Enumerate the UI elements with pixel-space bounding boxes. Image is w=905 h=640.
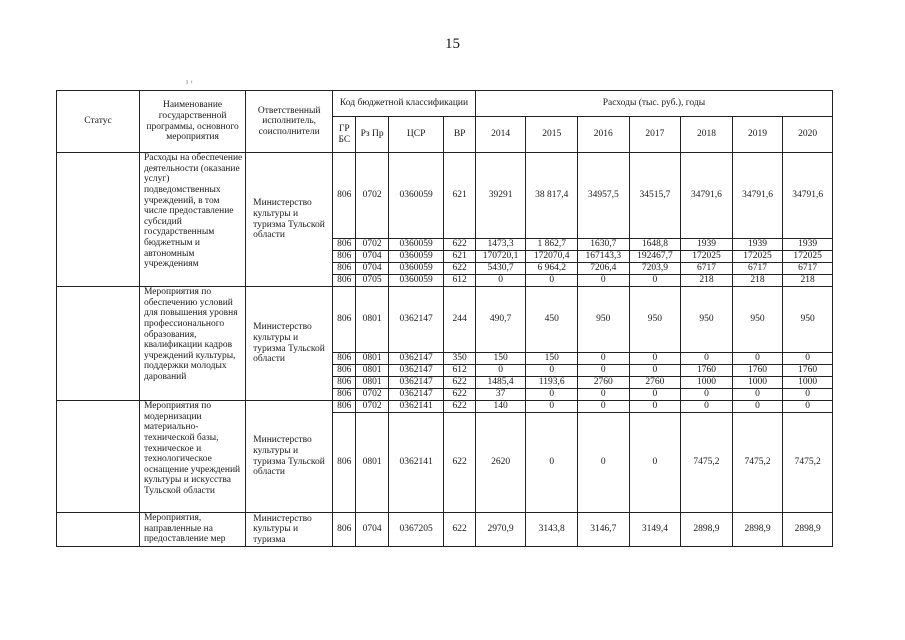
vr-cell: 621 (444, 251, 475, 263)
responsible-cell: Министерство культуры и туризма Тульской области (246, 287, 333, 401)
expense-value-cell: 0 (783, 389, 833, 401)
rzpr-cell: 0801 (356, 353, 388, 365)
expense-value-cell: 6 964,2 (526, 263, 578, 275)
expense-value-cell: 2898,9 (732, 513, 783, 547)
expense-value-cell: 950 (732, 287, 783, 353)
vr-cell: 622 (444, 413, 475, 513)
header-vr: ВР (444, 117, 475, 153)
csr-cell: 0360059 (388, 153, 444, 239)
expense-value-cell: 0 (577, 389, 629, 401)
expense-value-cell: 5430,7 (475, 263, 526, 275)
expense-value-cell: 1760 (732, 365, 783, 377)
expense-value-cell: 1000 (783, 377, 833, 389)
expense-value-cell: 950 (577, 287, 629, 353)
expense-value-cell: 172025 (732, 251, 783, 263)
header-name: Наименование государственной программы, основного мероприятия (139, 91, 245, 153)
expense-value-cell: 0 (783, 353, 833, 365)
expense-value-cell: 7475,2 (783, 413, 833, 513)
measure-name-cell: Расходы на обеспечение деятельности (оказание услуг) подведомственных учреждений, в том числе предоставление субсидий государственным бюджетным и автономным учреждениям (139, 153, 245, 287)
header-year: 2020 (783, 117, 833, 153)
expense-value-cell: 0 (577, 275, 629, 287)
responsible-cell: Министерство культуры и туризма Тульской области (246, 153, 333, 287)
grbs-cell: 806 (333, 275, 356, 287)
measure-name-cell: Мероприятия по модернизации материально-технической базы, техническое и технологическое оснащение учреждений культуры и искусства Тульской области (139, 401, 245, 513)
expense-value-cell: 218 (732, 275, 783, 287)
expense-value-cell: 0 (526, 413, 578, 513)
expense-value-cell: 150 (475, 353, 526, 365)
expense-value-cell: 172070,4 (526, 251, 578, 263)
expense-value-cell: 34957,5 (577, 153, 629, 239)
rzpr-cell: 0705 (356, 275, 388, 287)
expense-value-cell: 950 (629, 287, 681, 353)
expense-value-cell: 7203,9 (629, 263, 681, 275)
expense-value-cell: 0 (577, 365, 629, 377)
expense-value-cell: 1000 (681, 377, 733, 389)
expense-value-cell: 0 (629, 389, 681, 401)
grbs-cell: 806 (333, 389, 356, 401)
header-year: 2014 (475, 117, 526, 153)
expense-value-cell: 0 (577, 401, 629, 413)
expense-value-cell: 1473,3 (475, 239, 526, 251)
expense-value-cell: 39291 (475, 153, 526, 239)
csr-cell: 0362147 (388, 353, 444, 365)
status-cell (57, 401, 140, 513)
expense-value-cell: 3149,4 (629, 513, 681, 547)
grbs-cell: 806 (333, 401, 356, 413)
expense-value-cell: 0 (732, 353, 783, 365)
expense-value-cell: 1630,7 (577, 239, 629, 251)
expense-value-cell: 34791,6 (681, 153, 733, 239)
grbs-cell: 806 (333, 263, 356, 275)
expense-value-cell: 0 (526, 389, 578, 401)
header-csr: ЦСР (388, 117, 444, 153)
rzpr-cell: 0702 (356, 239, 388, 251)
measure-name-cell: Мероприятия, направленные на предоставление мер (139, 513, 245, 547)
expense-value-cell: 6717 (783, 263, 833, 275)
expense-value-cell: 0 (475, 365, 526, 377)
rzpr-cell: 0702 (356, 389, 388, 401)
header-expenses: Расходы (тыс. руб.), годы (475, 91, 832, 117)
status-cell (57, 287, 140, 401)
expense-value-cell: 0 (681, 353, 733, 365)
vr-cell: 350 (444, 353, 475, 365)
header-rzpr: Рз Пр (356, 117, 388, 153)
expense-value-cell: 37 (475, 389, 526, 401)
header-year: 2017 (629, 117, 681, 153)
expense-value-cell: 7475,2 (732, 413, 783, 513)
expense-value-cell: 0 (732, 401, 783, 413)
expense-value-cell: 0 (629, 401, 681, 413)
expense-value-cell: 3143,8 (526, 513, 578, 547)
grbs-cell: 806 (333, 365, 356, 377)
vr-cell: 621 (444, 153, 475, 239)
expense-value-cell: 2760 (629, 377, 681, 389)
grbs-cell: 806 (333, 239, 356, 251)
rzpr-cell: 0801 (356, 365, 388, 377)
expense-value-cell: 0 (577, 353, 629, 365)
expense-value-cell: 192467,7 (629, 251, 681, 263)
expense-value-cell: 38 817,4 (526, 153, 578, 239)
expense-value-cell: 3146,7 (577, 513, 629, 547)
expense-value-cell: 1193,6 (526, 377, 578, 389)
grbs-cell: 806 (333, 513, 356, 547)
header-responsible: Ответственный исполнитель, соисполнители (246, 91, 333, 153)
csr-cell: 0362141 (388, 413, 444, 513)
vr-cell: 622 (444, 389, 475, 401)
expense-value-cell: 172025 (783, 251, 833, 263)
csr-cell: 0367205 (388, 513, 444, 547)
expense-value-cell: 34791,6 (732, 153, 783, 239)
expense-value-cell: 490,7 (475, 287, 526, 353)
csr-cell: 0362141 (388, 401, 444, 413)
header-budget-code: Код бюджетной классификации (333, 91, 476, 117)
expense-value-cell: 0 (475, 275, 526, 287)
rzpr-cell: 0801 (356, 287, 388, 353)
table-row (57, 513, 833, 547)
rzpr-cell: 0801 (356, 377, 388, 389)
responsible-cell: Министерство культуры и туризма Тульской области (246, 401, 333, 513)
rzpr-cell: 0704 (356, 251, 388, 263)
rzpr-cell: 0702 (356, 401, 388, 413)
header-year: 2016 (577, 117, 629, 153)
status-cell (57, 153, 140, 287)
expense-value-cell: 1485,4 (475, 377, 526, 389)
vr-cell: 622 (444, 239, 475, 251)
header-year: 2015 (526, 117, 578, 153)
expense-value-cell: 7206,4 (577, 263, 629, 275)
expense-value-cell: 1939 (681, 239, 733, 251)
expense-value-cell: 1939 (732, 239, 783, 251)
expense-value-cell: 2898,9 (783, 513, 833, 547)
expense-value-cell: 6717 (732, 263, 783, 275)
expense-value-cell: 7475,2 (681, 413, 733, 513)
vr-cell: 622 (444, 401, 475, 413)
expense-value-cell: 0 (681, 401, 733, 413)
measure-name-cell: Мероприятия по обеспечению условий для повышения уровня профессионального образования, квалификации кадров учреждений культуры, поддержки молодых дарований (139, 287, 245, 401)
expense-value-cell: 1000 (732, 377, 783, 389)
expense-value-cell: 450 (526, 287, 578, 353)
expense-value-cell: 0 (629, 365, 681, 377)
expense-value-cell: 0 (629, 413, 681, 513)
expense-value-cell: 0 (526, 365, 578, 377)
expense-value-cell: 0 (526, 275, 578, 287)
rzpr-cell: 0704 (356, 513, 388, 547)
status-cell (57, 513, 140, 547)
expense-value-cell: 0 (732, 389, 783, 401)
expense-value-cell: 218 (783, 275, 833, 287)
expense-value-cell: 0 (577, 413, 629, 513)
grbs-cell: 806 (333, 377, 356, 389)
expense-value-cell: 1760 (681, 365, 733, 377)
vr-cell: 612 (444, 365, 475, 377)
grbs-cell: 806 (333, 353, 356, 365)
expense-value-cell: 1 862,7 (526, 239, 578, 251)
expense-value-cell: 2760 (577, 377, 629, 389)
responsible-cell: Министерство культуры и туризма (246, 513, 333, 547)
expense-value-cell: 150 (526, 353, 578, 365)
vr-cell: 244 (444, 287, 475, 353)
header-year: 2018 (681, 117, 733, 153)
csr-cell: 0362147 (388, 389, 444, 401)
csr-cell: 0360059 (388, 251, 444, 263)
vr-cell: 622 (444, 513, 475, 547)
csr-cell: 0362147 (388, 287, 444, 353)
table-row (57, 287, 833, 353)
vr-cell: 612 (444, 275, 475, 287)
expense-value-cell: 0 (629, 275, 681, 287)
expense-value-cell: 2970,9 (475, 513, 526, 547)
page-number: 15 (445, 36, 460, 52)
grbs-cell: 806 (333, 413, 356, 513)
expense-value-cell: 0 (526, 401, 578, 413)
table-body (57, 153, 833, 547)
expense-value-cell: 950 (783, 287, 833, 353)
expense-value-cell: 170720,1 (475, 251, 526, 263)
budget-table (56, 90, 833, 547)
expense-value-cell: 140 (475, 401, 526, 413)
expense-value-cell: 34515,7 (629, 153, 681, 239)
rzpr-cell: 0704 (356, 263, 388, 275)
header-year: 2019 (732, 117, 783, 153)
vr-cell: 622 (444, 263, 475, 275)
expense-value-cell: 218 (681, 275, 733, 287)
expense-value-cell: 2898,9 (681, 513, 733, 547)
expense-value-cell: 1648,8 (629, 239, 681, 251)
expense-value-cell: 0 (629, 353, 681, 365)
grbs-cell: 806 (333, 251, 356, 263)
expense-value-cell: 1760 (783, 365, 833, 377)
expense-value-cell: 950 (681, 287, 733, 353)
grbs-cell: 806 (333, 287, 356, 353)
csr-cell: 0362147 (388, 365, 444, 377)
csr-cell: 0360059 (388, 239, 444, 251)
vr-cell: 622 (444, 377, 475, 389)
csr-cell: 0360059 (388, 263, 444, 275)
header-grbs: ГР БС (333, 117, 356, 153)
expense-value-cell: 6717 (681, 263, 733, 275)
rzpr-cell: 0702 (356, 153, 388, 239)
table-row (57, 153, 833, 239)
rzpr-cell: 0801 (356, 413, 388, 513)
header-status: Статус (57, 91, 140, 153)
expense-value-cell: 167143,3 (577, 251, 629, 263)
expense-value-cell: 0 (681, 389, 733, 401)
expense-value-cell: 2620 (475, 413, 526, 513)
expense-value-cell: 1939 (783, 239, 833, 251)
table-row (57, 401, 833, 413)
expense-value-cell: 34791,6 (783, 153, 833, 239)
grbs-cell: 806 (333, 153, 356, 239)
csr-cell: 0360059 (388, 275, 444, 287)
expense-value-cell: 172025 (681, 251, 733, 263)
csr-cell: 0362147 (388, 377, 444, 389)
expense-value-cell: 0 (783, 401, 833, 413)
scan-mark: ı ‹ (186, 77, 193, 86)
